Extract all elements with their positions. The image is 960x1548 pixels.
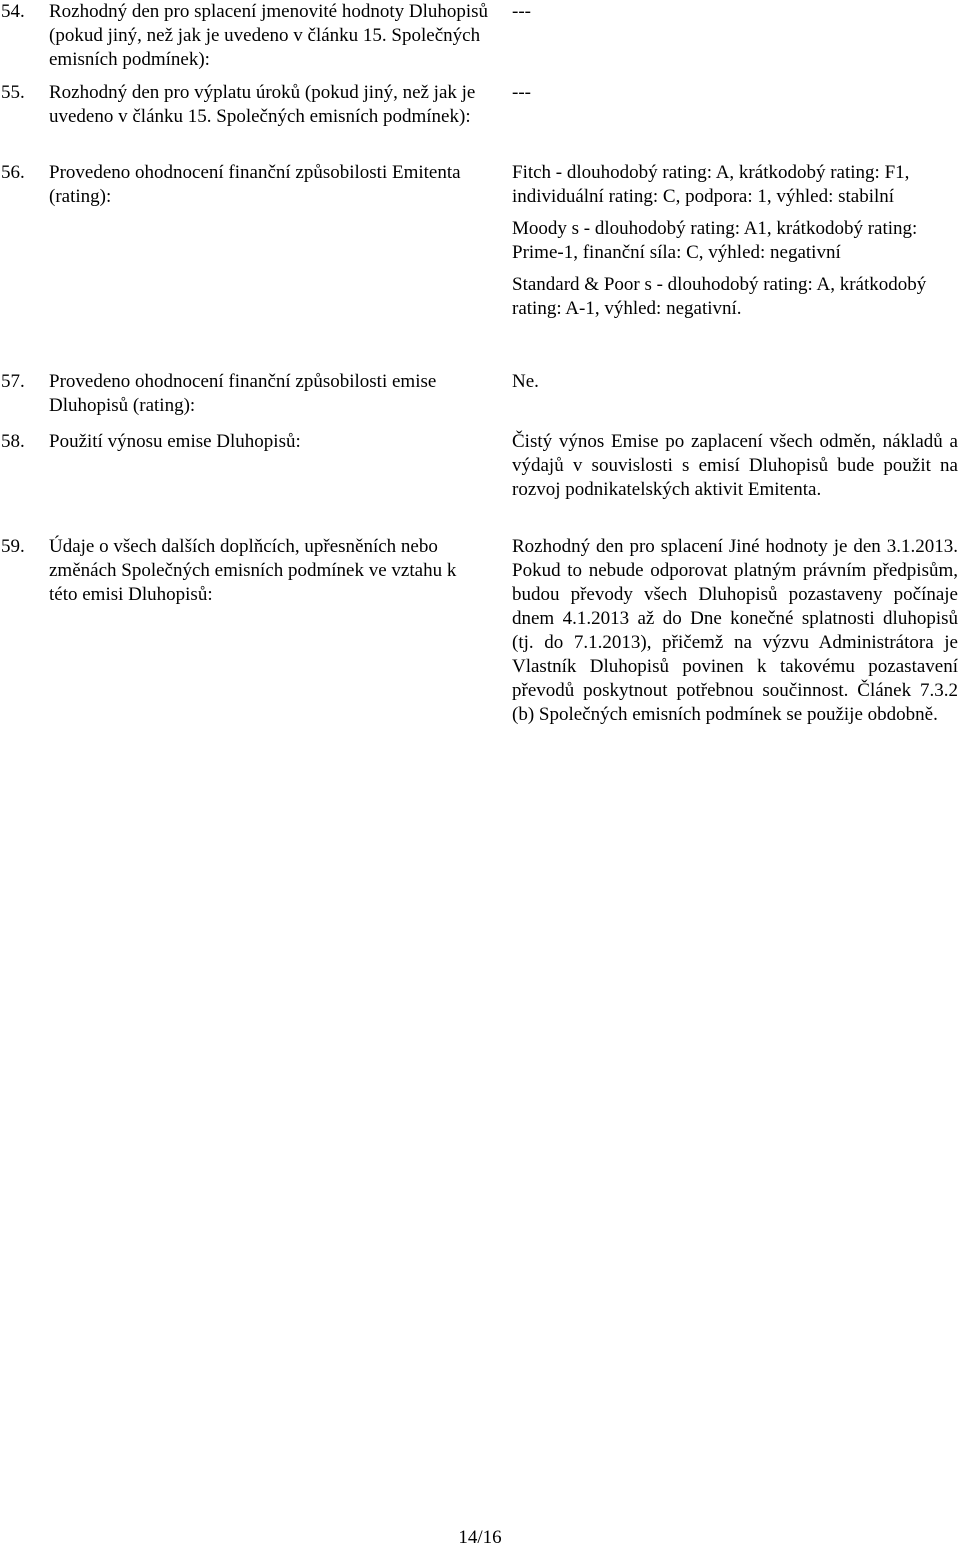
term-value: Rozhodný den pro splacení Jiné hodnoty je den 3.1.2013. Pokud to nebude odporovat platným právním předpisům, budou převody všech Dluhopisů pozastaveny počínaje dnem 4.1.2013 až do Dne konečné splatnosti dluhopisů (tj. do 7.1.2013), přičemž na výzvu Administrátora je Vlastník Dluhopisů povinen k takovému pozastavení převodů poskytnout potřebnou součinnost. Článek 7.3.2 (b) Společných emisních podmínek se použije obdobně. bbox=[512, 536, 958, 725]
rating-sp: Standard & Poor s - dlouhodobý rating: A, krátkodobý rating: A-1, výhled: negativní. bbox=[512, 274, 927, 319]
term-label: Provedeno ohodnocení finanční způsobilosti emise Dluhopisů (rating): bbox=[49, 371, 437, 416]
page-number: 14/16 bbox=[458, 1527, 502, 1548]
term-number: 54. bbox=[1, 1, 25, 22]
term-label: Použití výnosu emise Dluhopisů: bbox=[49, 431, 301, 452]
term-value: Čistý výnos Emise po zaplacení všech odměn, nákladů a výdajů v souvislosti s emisí Dluhopisů bude použit na rozvoj podnikatelských aktivit Emitenta. bbox=[512, 431, 958, 500]
term-label: Rozhodný den pro výplatu úroků (pokud jiný, než jak je uvedeno v článku 15. Společných emisních podmínek): bbox=[49, 82, 476, 127]
term-value: --- bbox=[512, 82, 531, 103]
term-number: 58. bbox=[1, 431, 25, 452]
term-value: --- bbox=[512, 1, 531, 22]
term-label: Rozhodný den pro splacení jmenovité hodnoty Dluhopisů (pokud jiný, než jak je uvedeno v článku 15. Společných emisních podmínek): bbox=[49, 1, 489, 70]
term-number: 55. bbox=[1, 82, 25, 103]
term-number: 59. bbox=[1, 536, 25, 557]
term-number: 57. bbox=[1, 371, 25, 392]
term-value: Ne. bbox=[512, 371, 539, 392]
rating-moodys: Moody s - dlouhodobý rating: A1, krátkodobý rating: Prime-1, finanční síla: C, výhled: negativní bbox=[512, 218, 918, 263]
rating-fitch: Fitch - dlouhodobý rating: A, krátkodobý rating: F1, individuální rating: C, podpora: 1, výhled: stabilní bbox=[512, 162, 910, 207]
term-label: Provedeno ohodnocení finanční způsobilosti Emitenta (rating): bbox=[49, 162, 461, 207]
term-number: 56. bbox=[1, 162, 25, 183]
rating-list bbox=[512, 161, 958, 321]
term-label: Údaje o všech dalších doplňcích, upřesněních nebo změnách Společných emisních podmínek ve vztahu k této emisi Dluhopisů: bbox=[49, 536, 457, 605]
